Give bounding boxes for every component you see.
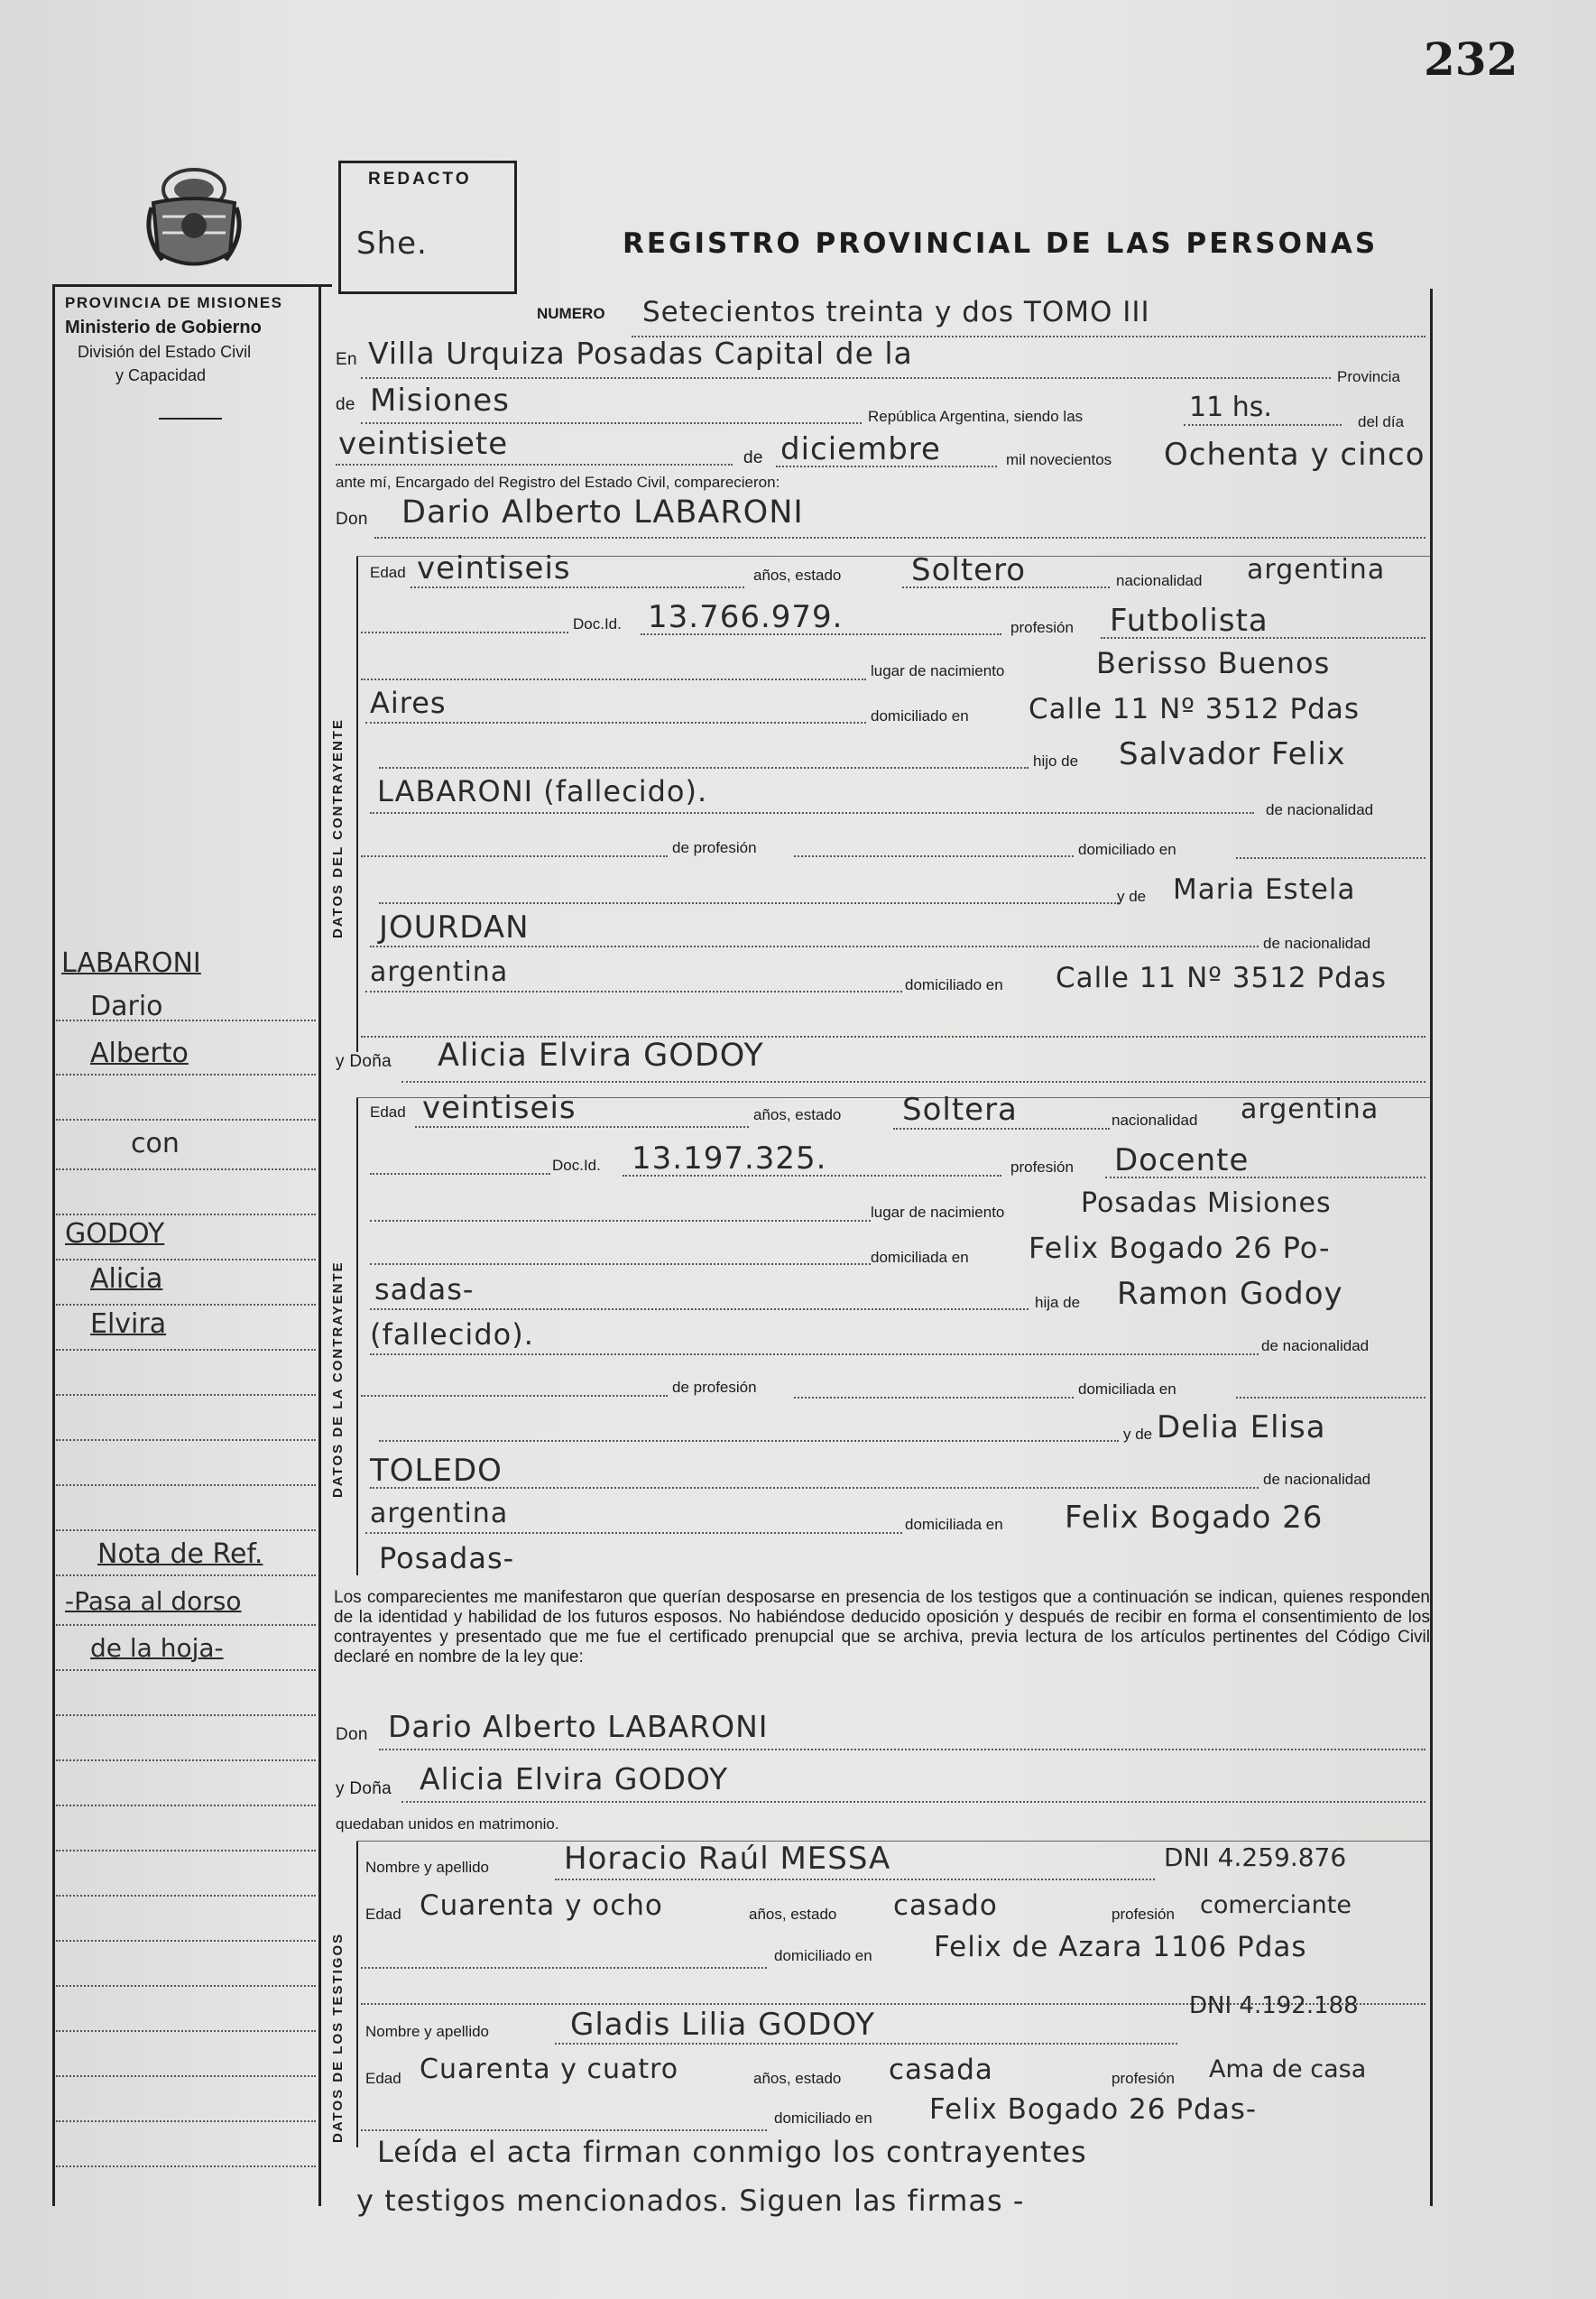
hora-value: 11 hs. — [1189, 392, 1272, 423]
contrayente-nacionalidad: argentina — [1247, 554, 1386, 586]
t1-profesion: comerciante — [1200, 1891, 1352, 1919]
contrayente-profesion: Futbolista — [1110, 603, 1268, 639]
contrayenta-edad: veintiseis — [422, 1090, 577, 1126]
de-profesion-label: de profesión — [672, 839, 757, 856]
declaration-paragraph: Los comparecientes me manifestaron que querían desposarse en presencia de los testigos que a continuación se indican, quienes responden de la identidad y habilidad de los futuros esposos. No habiéndose deducido oposición y después de recibir en forma el consentimiento de los contrayentes y presentado que me fue el certificado prenupcial que se archiva, previa lectura de los artículos pertinentes del Código Civil declaré en nombre de la ley que: — [334, 1588, 1430, 1667]
t2-doc: DNI 4.192.188 — [1189, 1992, 1359, 2019]
margin-con: con — [131, 1128, 180, 1159]
t2-profesion: Ama de casa — [1209, 2055, 1367, 2083]
frame-right-vertical — [1430, 289, 1433, 2206]
de-value: Misiones — [370, 383, 510, 419]
mil-label: mil novecientos — [1006, 451, 1112, 468]
contrayenta-estado: Soltera — [902, 1092, 1018, 1128]
contrayenta-madre-nac: argentina — [370, 1498, 509, 1529]
contrayente-side-label: DATOS DEL CONTRAYENTE — [330, 718, 346, 938]
contrayente-madre-dom: Calle 11 Nº 3512 Pdas — [1056, 962, 1388, 994]
contrayente-lugar: Berisso Buenos — [1096, 646, 1331, 680]
domiciliado-label-2: domiciliado en — [1078, 841, 1176, 858]
dia-value: veintisiete — [338, 426, 509, 462]
de2-label: de — [743, 448, 763, 467]
domiciliado-label-3: domiciliado en — [905, 976, 1003, 993]
numero-label: NUMERO — [537, 305, 605, 322]
numero-value: Setecientos treinta y dos TOMO III — [642, 296, 1150, 328]
doc-label-2: Doc.Id. — [552, 1157, 601, 1174]
coat-of-arms-seal — [135, 162, 253, 280]
t1-nombre-label: Nombre y apellido — [365, 1859, 490, 1876]
t2-anios-label: años, estado — [753, 2070, 842, 2087]
contrayenta-padre: Ramon Godoy — [1117, 1276, 1343, 1312]
contrayenta-madre: Delia Elisa — [1157, 1409, 1326, 1445]
contrayenta-domicilio: Felix Bogado 26 Po- — [1029, 1231, 1331, 1265]
contrayente-bracket — [356, 556, 358, 1052]
page-title: REGISTRO PROVINCIAL DE LAS PERSONAS — [623, 227, 1379, 260]
t1-dom-label: domiciliado en — [774, 1947, 872, 1964]
mes-value: diciembre — [780, 431, 941, 467]
anio-value: Ochenta y cinco — [1164, 437, 1425, 473]
contrayente-madre-cont: JOURDAN — [379, 909, 530, 946]
page-number: 232 — [1424, 32, 1518, 86]
domiciliada-label-2: domiciliada en — [1078, 1380, 1176, 1398]
de-nacionalidad-label-4: de nacionalidad — [1263, 1471, 1371, 1488]
decl-don-label: Don — [336, 1725, 368, 1744]
margin-nota-1: Nota de Ref. — [97, 1538, 263, 1570]
quedaban-text: quedaban unidos en matrimonio. — [336, 1815, 559, 1833]
y-de-label: y de — [1117, 888, 1147, 905]
lugar-nacimiento-label: lugar de nacimiento — [871, 662, 1005, 679]
t1-domicilio: Felix de Azara 1106 Pdas — [934, 1931, 1307, 1963]
margin-name-2: Alberto — [90, 1038, 189, 1069]
office-capacity: y Capacidad — [115, 366, 207, 384]
testigos-bracket — [356, 1841, 358, 2147]
contrayente-madre-nac: argentina — [370, 956, 509, 988]
domiciliada-label: domiciliada en — [871, 1249, 969, 1266]
contrayenta-madre-dom-cont: Posadas- — [379, 1541, 515, 1575]
edad-label: Edad — [370, 564, 406, 581]
t2-domicilio: Felix Bogado 26 Pdas- — [929, 2093, 1258, 2126]
redacto-value: She. — [356, 226, 428, 262]
contrayente-lugar-cont: Aires — [370, 686, 447, 720]
anios-estado-label: años, estado — [753, 567, 842, 584]
redacto-label: REDACTO — [368, 170, 472, 189]
closing-line-1: Leída el acta firman conmigo los contrayentes — [377, 2135, 1087, 2169]
t2-edad-label: Edad — [365, 2070, 401, 2087]
testigos-side-label: DATOS DE LOS TESTIGOS — [330, 1932, 346, 2143]
contrayente-padre-cont: LABARONI (fallecido). — [377, 774, 708, 808]
en-label: En — [336, 350, 357, 369]
frame-left-vertical — [52, 284, 55, 2206]
t2-nombre-label: Nombre y apellido — [365, 2023, 490, 2040]
y-de-label-2: y de — [1123, 1426, 1153, 1443]
contrayente-estado: Soltero — [911, 552, 1027, 588]
contrayenta-domicilio-cont: sadas- — [374, 1272, 475, 1306]
don-label: Don — [336, 510, 368, 529]
t1-edad-label: Edad — [365, 1906, 401, 1923]
de-nacionalidad-label-3: de nacionalidad — [1261, 1337, 1370, 1354]
margin-nota-3: de la hoja- — [90, 1633, 224, 1663]
contrayenta-profesion: Docente — [1114, 1142, 1250, 1178]
margin-surname-2: GODOY — [65, 1218, 165, 1250]
t2-nombre: Gladis Lilia GODOY — [570, 2007, 876, 2043]
contrayenta-doc: 13.197.325. — [632, 1140, 827, 1177]
margin-surname-1: LABARONI — [61, 947, 201, 979]
contrayente-edad: veintiseis — [417, 550, 571, 586]
ante-text: ante mí, Encargado del Registro del Estado Civil, comparecieron: — [336, 474, 780, 491]
contrayente-domicilio: Calle 11 Nº 3512 Pdas — [1029, 693, 1361, 725]
edad-label-2: Edad — [370, 1103, 406, 1121]
contrayente-doc: 13.766.979. — [648, 599, 844, 635]
lugar-nacimiento-label-2: lugar de nacimiento — [871, 1204, 1005, 1221]
margin-name-4: Elvira — [90, 1308, 167, 1340]
office-province: PROVINCIA DE MISIONES — [65, 294, 283, 311]
t1-doc: DNI 4.259.876 — [1164, 1842, 1347, 1872]
contrayente-nombre: Dario Alberto LABARONI — [401, 494, 804, 531]
margin-name-1: Dario — [90, 991, 163, 1022]
domicilio-label: domiciliado en — [871, 707, 969, 725]
frame-top-left — [52, 284, 332, 287]
del-dia-label: del día — [1358, 413, 1405, 430]
provincia-label: Provincia — [1337, 368, 1400, 385]
nacionalidad-label: nacionalidad — [1116, 572, 1203, 589]
de-nacionalidad-label: de nacionalidad — [1266, 801, 1374, 818]
contrayenta-bracket — [356, 1097, 358, 1575]
t1-edad: Cuarenta y ocho — [420, 1889, 663, 1922]
t2-edad: Cuarenta y cuatro — [420, 2054, 679, 2085]
nacionalidad-label-2: nacionalidad — [1112, 1112, 1198, 1129]
closing-line-2: y testigos mencionados. Siguen las firmas - — [356, 2184, 1025, 2218]
margin-nota-2: -Pasa al dorso — [65, 1586, 242, 1616]
profesion-label: profesión — [1010, 619, 1074, 636]
republica-text: República Argentina, siendo las — [868, 408, 1084, 425]
de-label: de — [336, 395, 355, 414]
decl-dona-value: Alicia Elvira GODOY — [420, 1761, 729, 1796]
contrayenta-madre-cont: TOLEDO — [370, 1453, 503, 1489]
decl-dona-label: y Doña — [336, 1779, 392, 1798]
frame-margin-divider — [318, 284, 321, 2206]
office-division: División del Estado Civil — [78, 343, 252, 361]
decl-don-value: Dario Alberto LABARONI — [388, 1709, 769, 1744]
t1-estado: casado — [893, 1889, 998, 1922]
contrayente-madre: Maria Estela — [1173, 873, 1356, 906]
contrayenta-nacionalidad: argentina — [1241, 1094, 1379, 1125]
en-value: Villa Urquiza Posadas Capital de la — [368, 336, 913, 371]
margin-name-3: Alicia — [90, 1263, 163, 1295]
doc-label: Doc.Id. — [573, 615, 622, 632]
profesion-label-2: profesión — [1010, 1159, 1074, 1176]
t1-anios-label: años, estado — [749, 1906, 837, 1923]
contrayenta-padre-cont: (fallecido). — [370, 1317, 534, 1352]
hijo-de-label: hijo de — [1033, 752, 1079, 770]
t2-dom-label: domiciliado en — [774, 2110, 872, 2127]
contrayenta-side-label: DATOS DE LA CONTRAYENTE — [330, 1260, 346, 1498]
contrayenta-madre-dom: Felix Bogado 26 — [1065, 1500, 1324, 1536]
hija-de-label: hija de — [1035, 1294, 1081, 1311]
t1-profesion-label: profesión — [1112, 1906, 1175, 1923]
contrayenta-lugar: Posadas Misiones — [1081, 1187, 1332, 1219]
t2-estado: casada — [889, 2054, 993, 2086]
t2-profesion-label: profesión — [1112, 2070, 1175, 2087]
office-ministry: Ministerio de Gobierno — [65, 318, 262, 337]
de-profesion-label-2: de profesión — [672, 1379, 757, 1396]
de-nacionalidad-label-2: de nacionalidad — [1263, 935, 1371, 952]
dona-label: y Doña — [336, 1052, 392, 1071]
domiciliada-label-3: domiciliada en — [905, 1516, 1003, 1533]
office-rule — [159, 418, 222, 420]
t1-nombre: Horacio Raúl MESSA — [564, 1841, 891, 1877]
contrayenta-nombre: Alicia Elvira GODOY — [438, 1038, 764, 1074]
anios-estado-label-2: años, estado — [753, 1106, 842, 1123]
contrayente-padre: Salvador Felix — [1119, 736, 1346, 772]
